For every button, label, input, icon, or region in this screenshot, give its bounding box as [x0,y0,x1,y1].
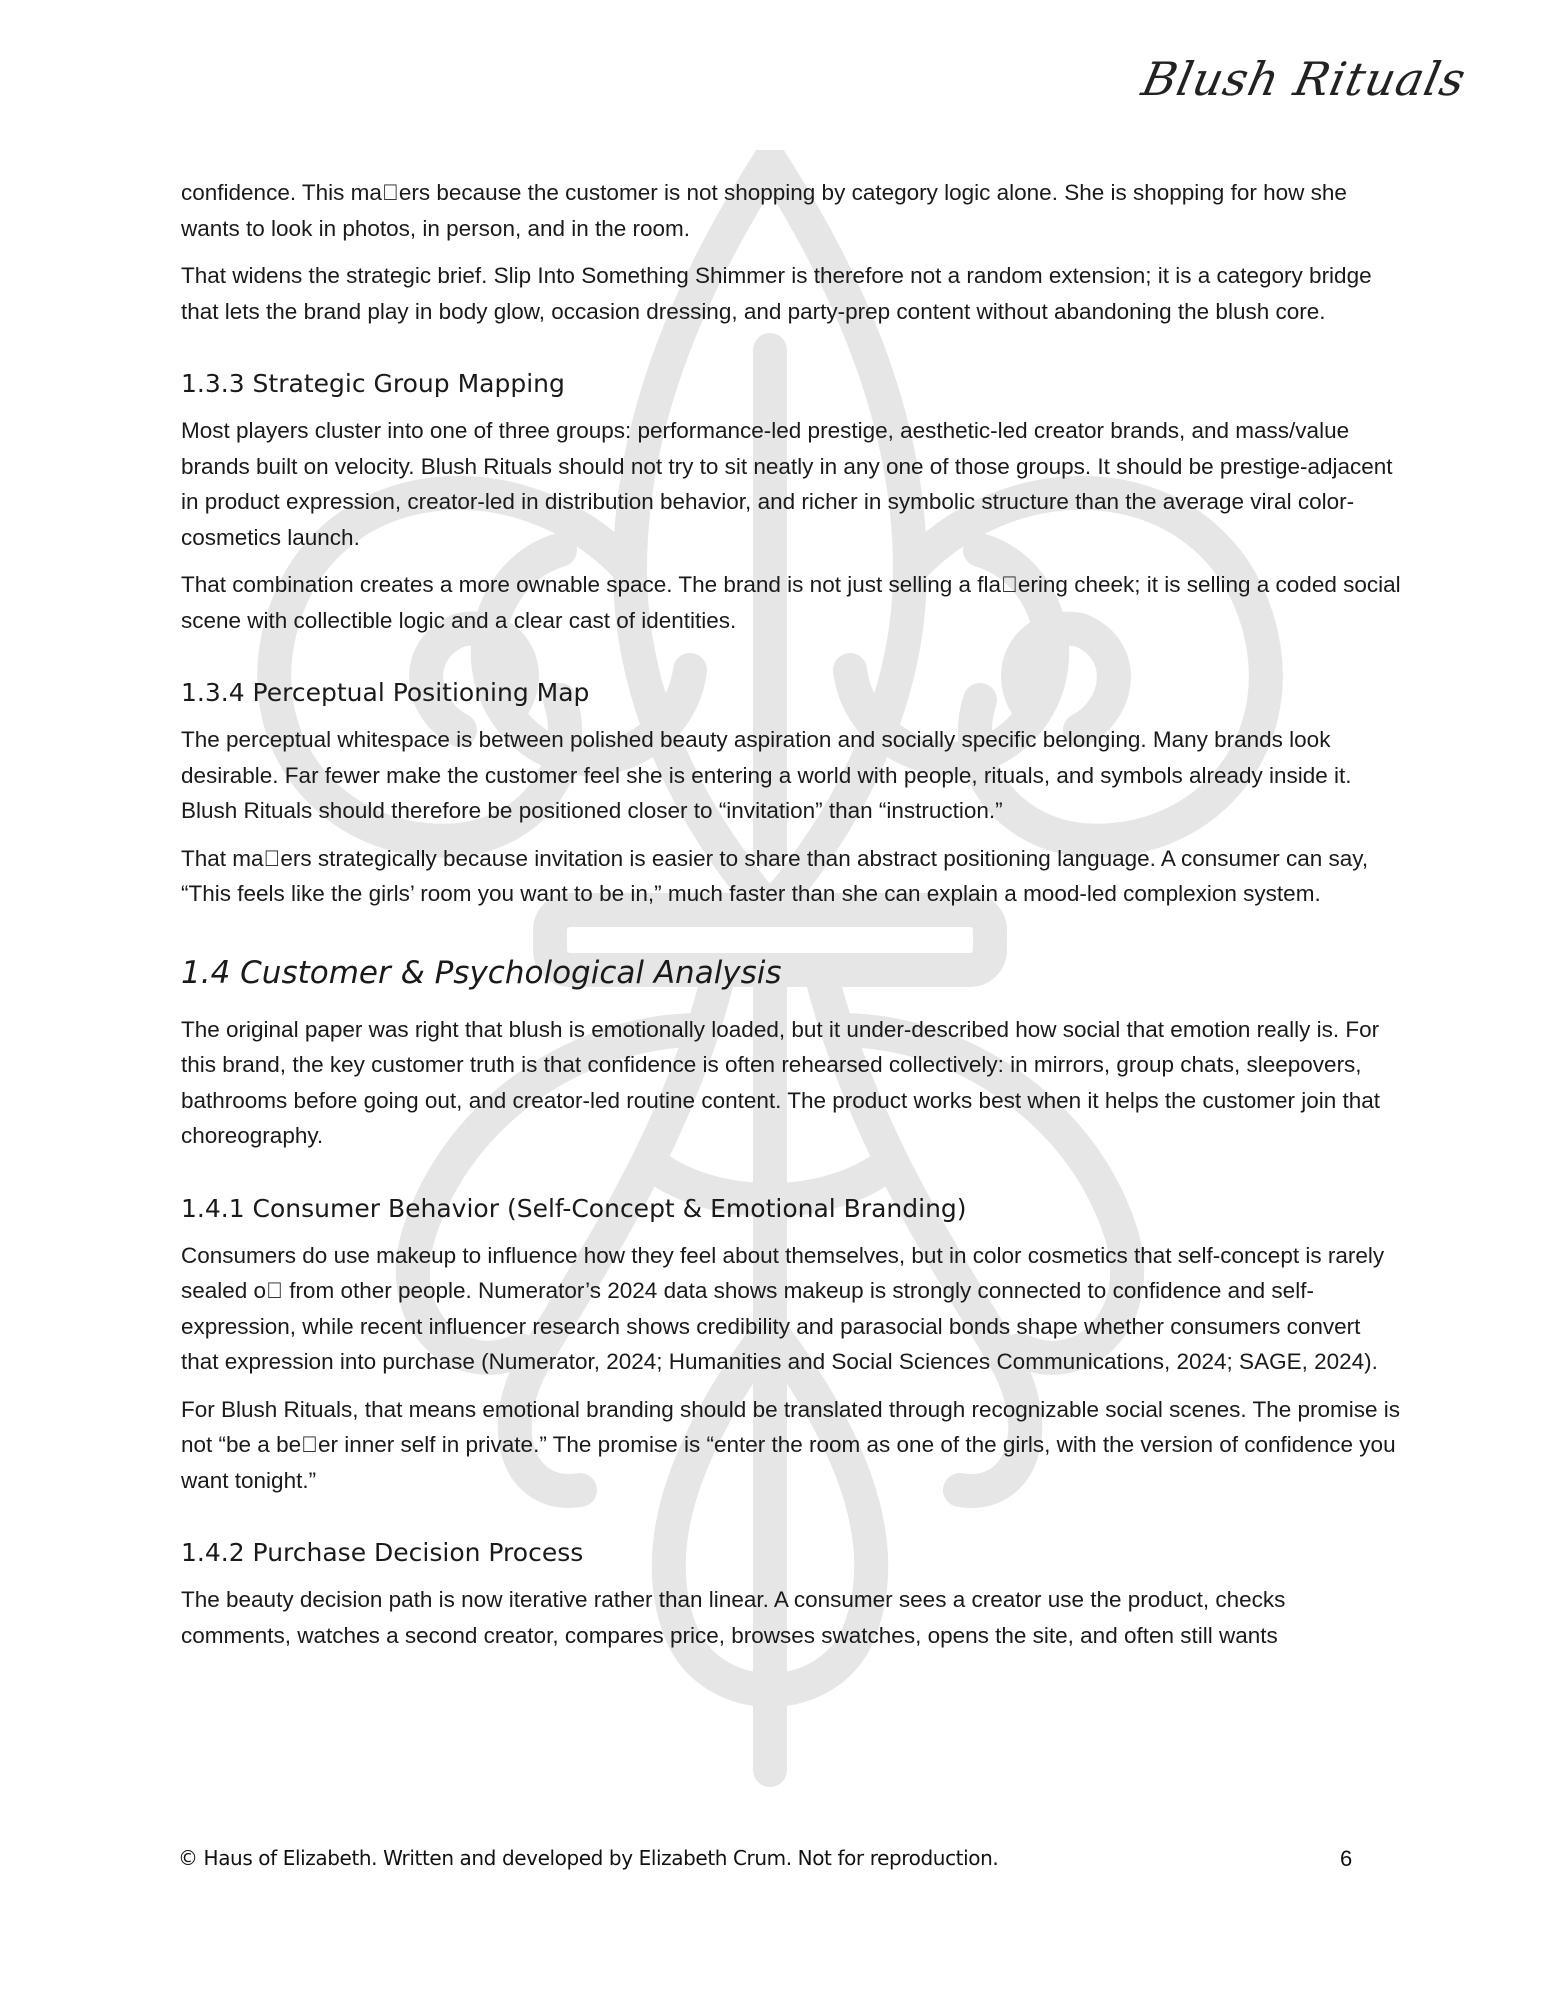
paragraph: The perceptual whitespace is between polished beauty aspiration and socially specific belonging. Many brands look desirable. Far fewer make the customer feel she is entering a world with people, rituals, and symbols already inside it. Blush Rituals should therefore be positioned closer to “invitation” than “instruction.” [181,727,1352,823]
document-body [181,175,1401,1665]
section-heading: 1.4.2 Purchase Decision Process [181,1538,584,1567]
paragraph: That ma ers strategically because invitation is easier to share than abstract positioning language. A consumer can say, “This feels like the girls’ room you want to be in,” much faster than she can explain a mood-led complexion system. [181,845,1369,906]
paragraph: For Blush Rituals, that means emotional branding should be translated through recognizable social scenes. The promise is not “be a be er inner self in private.” The promise is “enter the room as one of the girls, with the version of confidence you want tonight.” [181,1396,1401,1493]
brand-logo: Blush Rituals [1137,52,1471,106]
paragraph: That combination creates a more ownable space. The brand is not just selling a fla ering cheek; it is selling a coded social scene with collectible logic and a clear cast of identities. [181,572,1401,633]
paragraph: That widens the strategic brief. Slip Into Something Shimmer is therefore not a random extension; it is a category bridge that lets the brand play in body glow, occasion dressing, and party-prep content without abandoning the blush core. [181,263,1372,324]
paragraph: Consumers do use makeup to influence how they feel about themselves, but in color cosmetics that self-concept is rarely sealed o  from other people. Numerator’s 2024 data shows makeup is strongly connected to confidence and self-expression, while recent influencer research shows credibility and parasocial bonds shape whether consumers convert that expression into purchase (Numerator, 2024; Humanities and Social Sciences Communications, 2024; SAGE, 2024). [181,1242,1385,1374]
chapter-heading: 1.4 Customer & Psychological Analysis [181,954,782,991]
footer-copyright: © Haus of Elizabeth. Written and developed by Elizabeth Crum. Not for reproduction. [178,1846,999,1870]
paragraph: The original paper was right that blush is emotionally loaded, but it under-described how social that emotion really is. For this brand, the key customer truth is that confidence is often rehearsed collectively: in mirrors, group chats, sleepovers, bathrooms before going out, and creator-led routine content. The product works best when it helps the customer join that choreography. [181,1016,1381,1148]
section-heading: 1.3.3 Strategic Group Mapping [181,369,565,398]
page-number: 6 [1340,1846,1353,1871]
paragraph: Most players cluster into one of three groups: performance-led prestige, aesthetic-led creator brands, and mass/value brands built on velocity. Blush Rituals should not try to sit neatly in any one of those groups. It should be prestige-adjacent in product expression, creator-led in distribution behavior, and richer in symbolic structure than the average viral color-cosmetics launch. [181,418,1393,550]
section-heading: 1.4.1 Consumer Behavior (Self-Concept & Emotional Branding) [181,1193,967,1223]
paragraph: confidence. This ma ers because the customer is not shopping by category logic alone. She is shopping for how she wants to look in photos, in person, and in the room. [181,180,1347,241]
paragraph: The beauty decision path is now iterative rather than linear. A consumer sees a creator use the product, checks comments, watches a second creator, compares price, browses swatches, opens the site, and often still wants [181,1587,1286,1648]
section-heading: 1.3.4 Perceptual Positioning Map [181,678,590,707]
